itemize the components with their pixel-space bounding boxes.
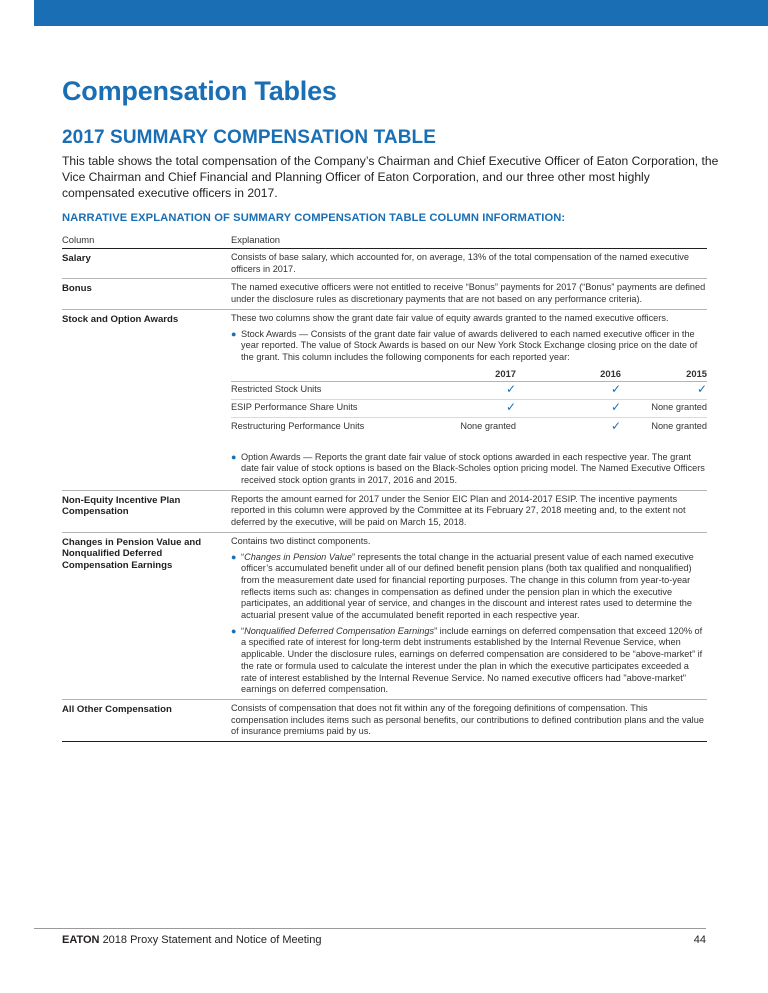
component-row bbox=[231, 400, 707, 418]
row-text: Consists of base salary, which accounted for, on average, 13% of the total compensation of the named executive officers in 2017. bbox=[231, 252, 689, 274]
row-label: Bonus bbox=[62, 283, 92, 295]
bullet-text: Option Awards — Reports the grant date fair value of stock options awarded in each respective year. The grant date fair value of stock options is based on the Black-Scholes option pricing model. The Named Executive Officers received stock option grants in 2017, 2016 and 2015. bbox=[241, 451, 705, 486]
check-icon: ✓ bbox=[610, 382, 621, 397]
check-icon: ✓ bbox=[505, 400, 516, 415]
table-row-bonus bbox=[62, 279, 707, 309]
components-header bbox=[231, 368, 707, 382]
row-text: Contains two distinct components. bbox=[231, 535, 371, 546]
row-label: Changes in Pension Value and Nonqualified Deferred Compensation Earnings bbox=[62, 536, 202, 571]
year-header: 2015 bbox=[686, 368, 707, 380]
component-value: None granted bbox=[651, 402, 707, 413]
explanation-header: Explanation bbox=[231, 234, 280, 245]
row-text: The named executive officers were not entitled to receive “Bonus” payments for 2017 (“Bonus” payments are defined under the disclosure rules as discretionary payments that are not based on any performance criteria). bbox=[231, 282, 706, 305]
bullet-text: “Changes in Pension Value” represents the total change in the actuarial present value of each named executive officer’s accumulated benefit under all of our defined benefit pension plans (both tax qualified and nonqualified) from the measurement date used for financial reporting purposes. The change in this column from year-to-year reflects items such as: changes in compensation as defined under the pension plan in which the executive participates, an additional year of service, and changes in the discount and interest rates used to determine the actuarial present value of the accumulated benefit reported in each respective year. bbox=[241, 551, 694, 621]
component-row bbox=[231, 382, 707, 400]
stock-components-table bbox=[231, 368, 707, 436]
check-icon: ✓ bbox=[610, 418, 621, 433]
table-row-pension bbox=[62, 533, 707, 700]
table-row-salary bbox=[62, 249, 707, 279]
table-row-non-equity bbox=[62, 491, 707, 533]
row-text: These two columns show the grant date fair value of equity awards granted to the named executive officers. bbox=[231, 312, 669, 323]
footer-text bbox=[62, 934, 321, 946]
component-value: None granted bbox=[651, 420, 707, 431]
page-title: Compensation Tables bbox=[62, 76, 337, 106]
component-name: Restructuring Performance Units bbox=[231, 420, 365, 431]
bullet-item bbox=[231, 626, 707, 696]
row-label: Non-Equity Incentive Plan Compensation bbox=[62, 494, 181, 518]
check-icon: ✓ bbox=[610, 400, 621, 415]
row-text: Consists of compensation that does not fit within any of the foregoing definitions of compensation. This compensation includes items such as personal benefits, our contributions to defined contribution plans and the value of insurance premiums paid by us. bbox=[231, 702, 704, 737]
year-header: 2016 bbox=[600, 368, 621, 380]
bullet-icon: ● bbox=[231, 451, 237, 462]
table-header bbox=[62, 231, 707, 249]
section-title: 2017 SUMMARY COMPENSATION TABLE bbox=[62, 127, 436, 148]
column-header: Column bbox=[62, 234, 95, 245]
bullet-item bbox=[231, 329, 707, 364]
bullet-item bbox=[231, 452, 707, 487]
subsection-title: NARRATIVE EXPLANATION OF SUMMARY COMPENSATION TABLE COLUMN INFORMATION: bbox=[62, 212, 566, 224]
bullet-item bbox=[231, 552, 707, 622]
footer-divider bbox=[34, 928, 706, 929]
year-header: 2017 bbox=[495, 368, 516, 380]
row-content bbox=[231, 536, 707, 696]
row-content bbox=[231, 313, 707, 487]
bullet-icon: ● bbox=[231, 625, 237, 636]
table-row-stock-option-awards bbox=[62, 310, 707, 491]
page-number: 44 bbox=[693, 934, 706, 946]
row-label: All Other Compensation bbox=[62, 703, 172, 715]
bullet-icon: ● bbox=[231, 328, 237, 339]
bullet-text: Stock Awards — Consists of the grant date fair value of awards delivered to each named executive officer in the year reported. The value of Stock Awards is based on our New York Stock Exchange closing price on the date of the grant. This column includes the following components for each reported year: bbox=[241, 328, 698, 362]
table-row-all-other bbox=[62, 700, 707, 742]
bullet-icon: ● bbox=[231, 551, 237, 562]
row-text: Reports the amount earned for 2017 under the Senior EIC Plan and 2014-2017 ESIP. The incentive payments reported in this column were approved by the Committee at its February 27, 2018 meeting and, to the extent not deferred by the executive, will be paid on March 15, 2018. bbox=[231, 493, 686, 528]
row-label: Stock and Option Awards bbox=[62, 313, 179, 325]
component-name: ESIP Performance Share Units bbox=[231, 402, 358, 413]
check-icon: ✓ bbox=[696, 382, 707, 397]
component-name: Restricted Stock Units bbox=[231, 384, 322, 395]
top-color-bar bbox=[34, 0, 768, 26]
row-label: Salary bbox=[62, 253, 91, 264]
narrative-table bbox=[62, 231, 707, 742]
check-icon: ✓ bbox=[505, 382, 516, 397]
intro-paragraph: This table shows the total compensation of the Company’s Chairman and Chief Executive Officer of Eaton Corporation, the Vice Chairman and Chief Financial and Planning Officer of Eaton Corporation, and our three other most highly compensated executive officers in 2017. bbox=[62, 154, 719, 200]
document-name: 2018 Proxy Statement and Notice of Meeting bbox=[102, 934, 322, 946]
brand-name: EATON bbox=[62, 934, 100, 946]
bullet-text: “Nonqualified Deferred Compensation Earnings” include earnings on deferred compensation that exceed 120% of a specified rate of interest for long-term debt instruments established by the Internal Revenue Service, when applicable. Under the disclosure rules, earnings on deferred compensation are considered to be “above-market” if the rate or formula used to calculate the interest under the plan in which the executive participates exceeded a rate of interest established by the Internal Revenue Service. No named executive officers had "above-market" earnings on deferred compensation. bbox=[241, 625, 703, 695]
component-row bbox=[231, 418, 707, 436]
component-value: None granted bbox=[460, 420, 516, 431]
